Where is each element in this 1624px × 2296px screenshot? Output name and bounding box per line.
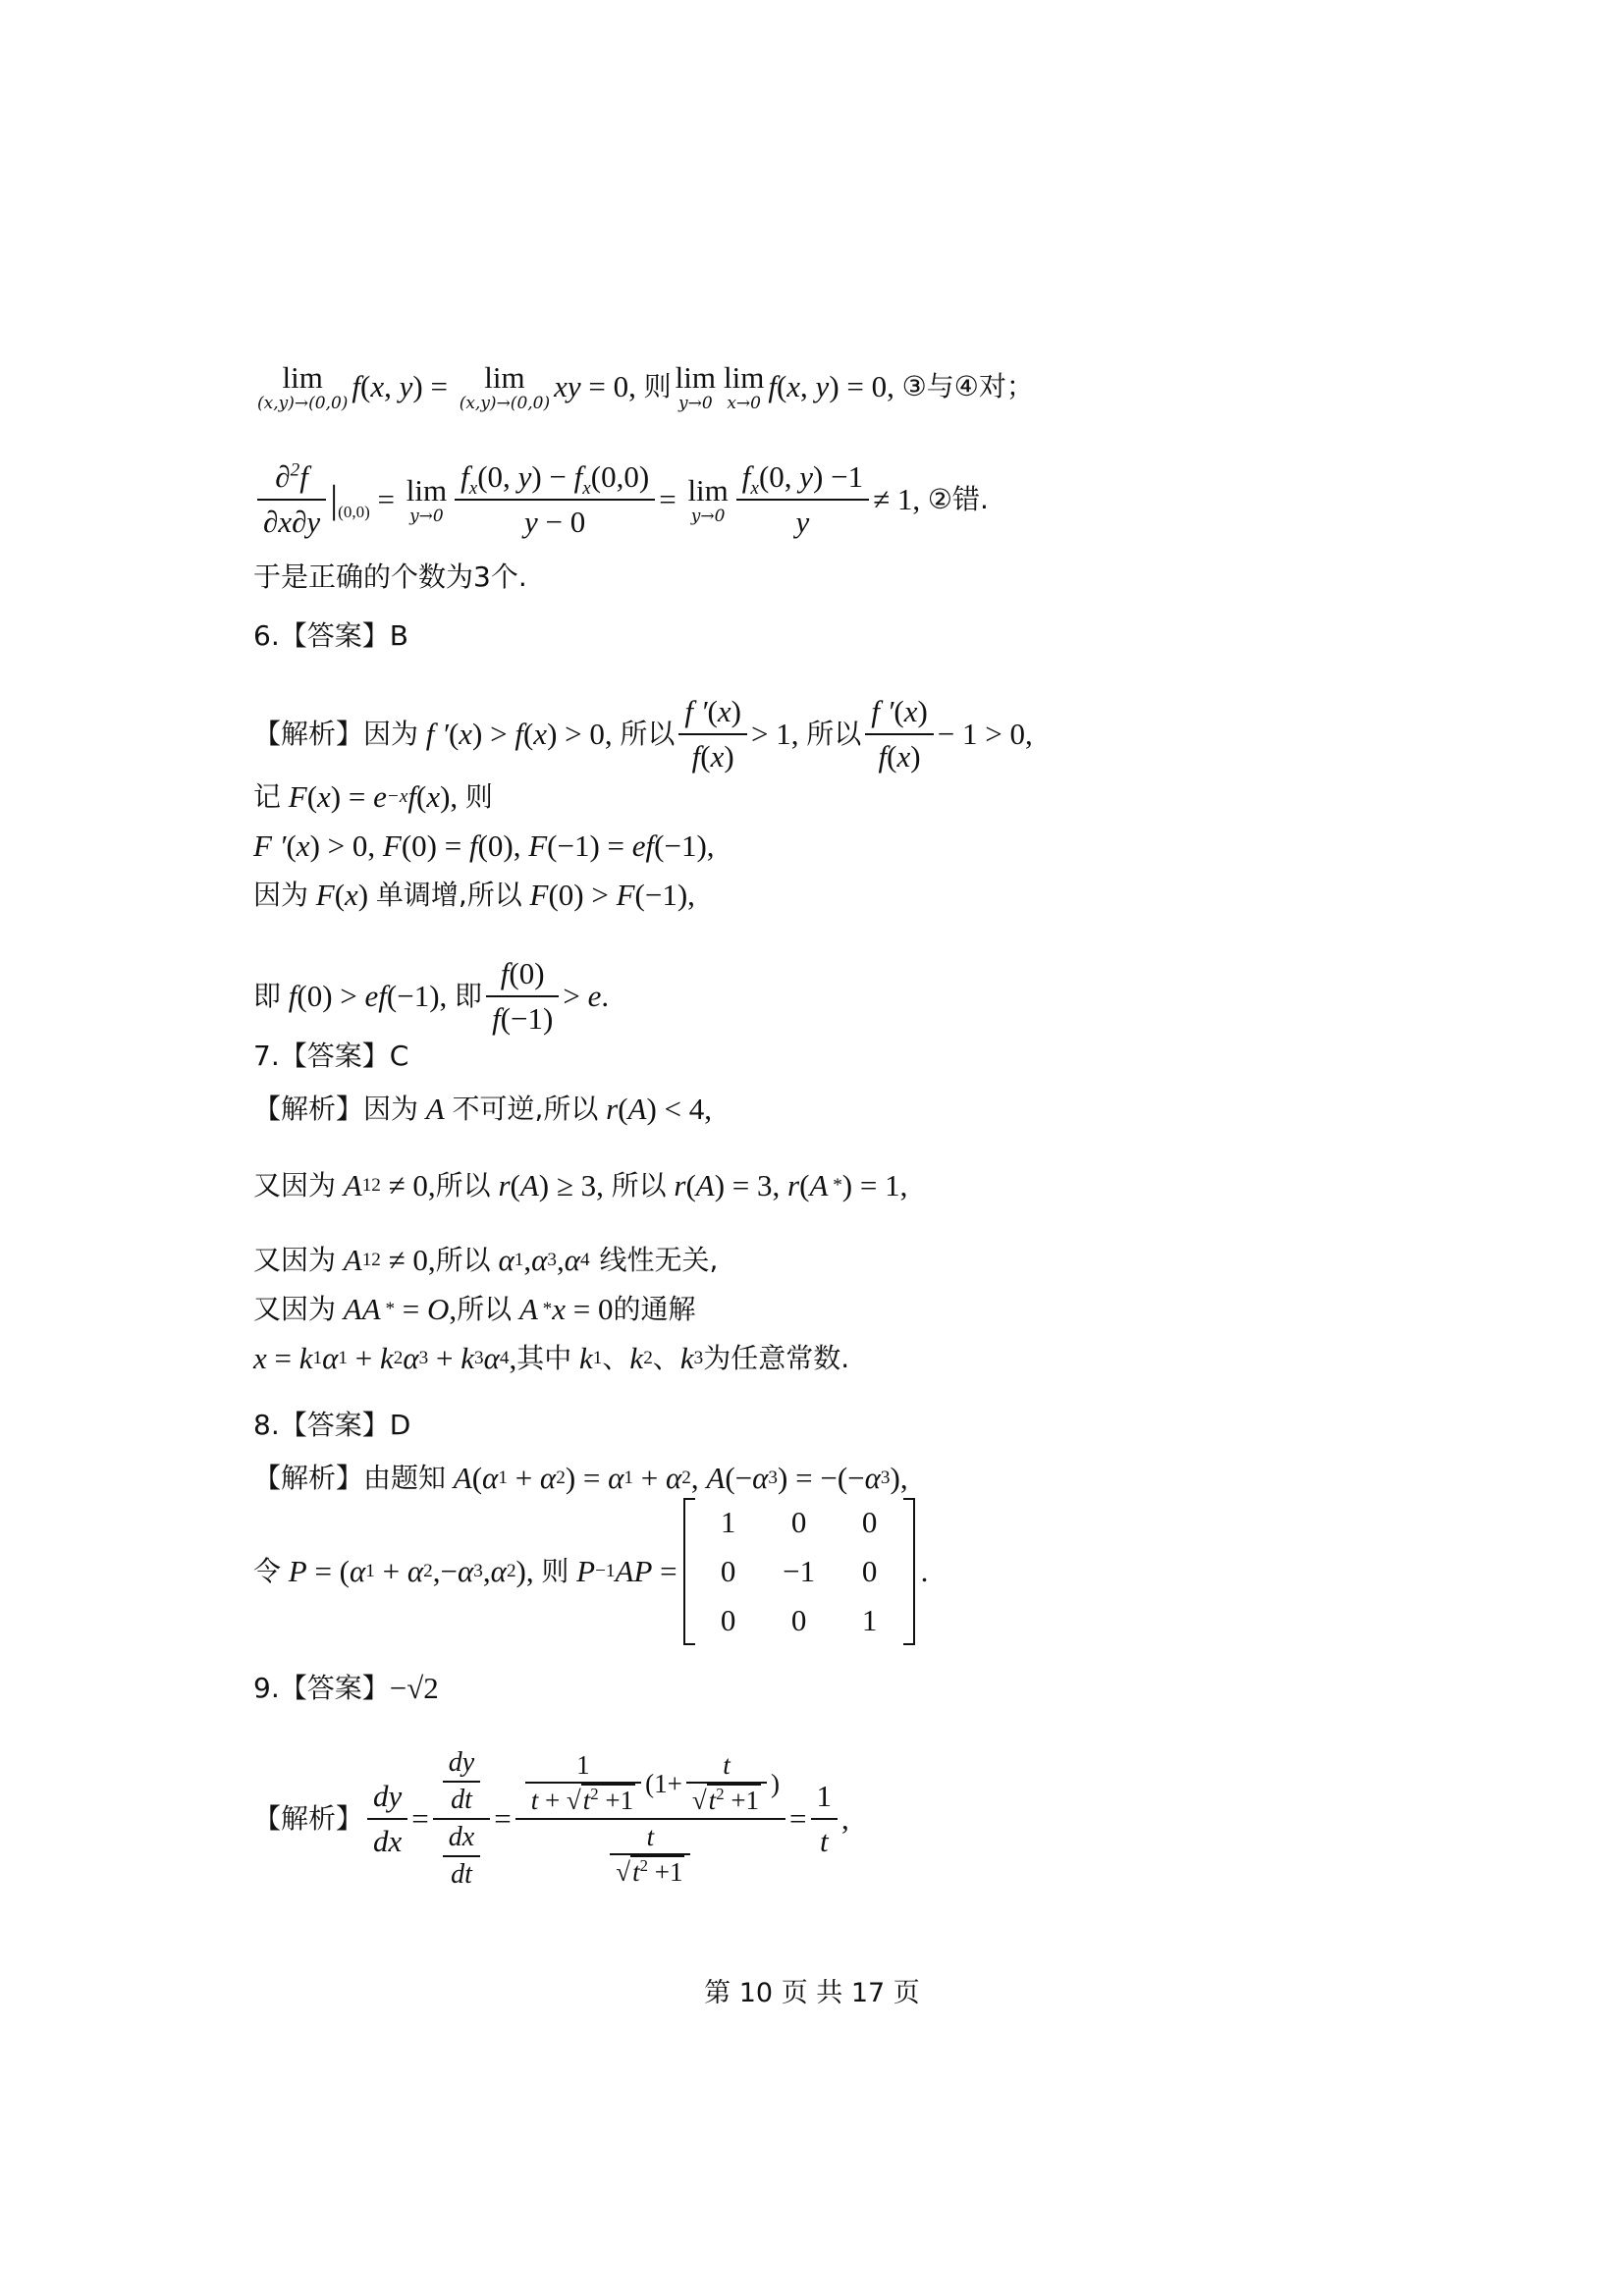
limit-operator: lim y→0	[406, 473, 448, 526]
text: 所以	[457, 1293, 513, 1325]
conclusion-text: 于是正确的个数为3个.	[253, 561, 527, 593]
matrix-cell: 0	[790, 1603, 807, 1637]
text: 所以	[435, 1169, 491, 1201]
formula-line-matrix: 令 P = ( α 1 + α 2 ,− α 3 , α 2 ), 则 P −1 AP = 1 0 0 0 −1 0 0 0 1 .	[253, 1498, 928, 1645]
limit-operator: lim (x,y)→(0,0)	[459, 360, 551, 413]
text: 即	[253, 980, 282, 1012]
text: 所以	[435, 1244, 491, 1276]
fraction: $\frac{\partial^2f}{\partial x\partial y}$	[257, 455, 326, 544]
answer-label: 9.【答案】	[253, 1672, 390, 1704]
matrix-cell: 0	[720, 1603, 736, 1637]
fraction: $\frac{f_x(0, y) -1}{y}$	[736, 455, 869, 544]
text: 线性无关,	[599, 1244, 719, 1276]
right-bracket	[903, 1498, 915, 1645]
answer-label: 7.【答案】C	[253, 1040, 409, 1072]
formula-line-mixed-partial: $\frac{\partial^2f}{\partial x\partial y}$ | (0,0) = lim y→0 $\frac{f_x(0, y) - f_x(0,0)}{y - 0}$ = lim y→0 $\frac{f_x(0, y) -1}{y}$ ≠ 1, ②错.	[253, 455, 989, 544]
fraction: $\frac{dy}{dx}$	[367, 1775, 407, 1863]
text: 又因为	[253, 1293, 337, 1325]
matrix-cell: 1	[720, 1505, 736, 1539]
analysis-label: 【解析】	[253, 1802, 364, 1835]
analysis-line: 【解析】 因为 A 不可逆,所以 r ( A ) < 4,	[253, 1090, 712, 1129]
statement-conclusion: ②错.	[927, 483, 989, 515]
matrix	[683, 1498, 915, 1645]
answer-heading-7	[253, 1037, 408, 1076]
text: 的通解	[613, 1293, 696, 1325]
text: 由题知	[363, 1462, 447, 1494]
analysis-line: 【解析】 由题知 A ( α 1 + α 2 ) = α 1 + α 2 , A (− α 3 ) = −(− α 3 ),	[253, 1459, 908, 1498]
matrix-cell: 0	[790, 1505, 807, 1539]
answer-label: 8.【答案】D	[253, 1409, 411, 1441]
fraction: $\frac{1}{t}$	[811, 1775, 839, 1863]
text: 又因为	[253, 1169, 337, 1201]
fraction: 1 t + √ $t^2 +1$ (1+ t √ $t^2 +1$ ) t √ $t^2 +1$	[515, 1748, 785, 1890]
matrix-cell: 0	[861, 1554, 878, 1588]
formula-line: x = k 1 α 1 + k 2 α 3 + k 3 α 4 , 其中 k 1 、 k 2 、 k 3 为任意常数.	[253, 1339, 849, 1378]
answer-heading-6	[253, 616, 408, 656]
text-line: 又因为 A 12 ≠ 0, 所以 α 1 , α 3 , α 4 线性无关,	[253, 1241, 718, 1280]
answer-heading-8	[253, 1406, 410, 1445]
left-bracket	[683, 1498, 695, 1645]
analysis-label: 【解析】	[253, 1462, 364, 1494]
statement-conclusion: ③与④对；	[901, 370, 1034, 402]
text: 令	[253, 1555, 282, 1587]
text: 则	[464, 780, 493, 813]
text: 所以	[620, 718, 676, 750]
text-line: 又因为 A 12 ≠ 0, 所以 r ( A ) ≥ 3, 所以 r ( A ) = 3, r ( A * ) = 1,	[253, 1166, 907, 1205]
text: 则	[541, 1555, 569, 1587]
matrix-cell: −1	[783, 1554, 816, 1588]
matrix-cell: 0	[861, 1505, 878, 1539]
text: 因为	[253, 879, 309, 911]
fraction: $\frac{f_x(0, y) - f_x(0,0)}{y - 0}$	[455, 455, 655, 544]
answer-value: −√2	[389, 1671, 439, 1705]
text: 其中	[516, 1342, 572, 1374]
text-line: 因为 F ( x ) 单调增,所以 F (0) > F (−1),	[253, 876, 695, 915]
page-footer: 第 10 页 共 17 页	[704, 1978, 920, 2008]
analysis-line-derivative: 【解析】 $\frac{dy}{dx}$ = $\frac{\frac{dy}{dt}}{\frac{dx}{dt}}$ = 1 t + √ $t^2 +1$ (1+ t √ $t^2 +1$ ) t √ $t^2 +1$ = $\frac{1}{t}$ ,	[253, 1735, 849, 1902]
limit-operator: lim y→0	[687, 473, 729, 526]
text: 因为	[363, 718, 419, 750]
matrix-cell: 0	[720, 1554, 736, 1588]
fraction: $\frac{f '(x)}{f(x)}$	[678, 690, 747, 778]
text: 不可逆,所以	[452, 1093, 599, 1125]
text: 所以	[611, 1169, 667, 1201]
limit-operator: lim x→0	[723, 360, 765, 413]
text: 记	[253, 780, 282, 813]
formula-line: 即 f (0) > ef (−1), 即 $\frac{f(0)}{f(-1)}$ > e .	[253, 952, 609, 1041]
text: 所以	[806, 718, 862, 750]
text: 单调增,所以	[375, 879, 522, 911]
fraction: $\frac{\frac{dy}{dt}}{\frac{dx}{dt}}$	[433, 1745, 490, 1893]
formula-line-limits: lim (x,y)→(0,0) f ( x , y ) = lim (x,y)→(0,0) xy = 0, 则 lim y→0 lim x→0 f ( x , y ) = 0, ③与④对；	[257, 360, 1034, 413]
answer-heading-9	[253, 1669, 439, 1708]
analysis-label: 【解析】	[253, 718, 364, 750]
fraction: $\frac{f '(x)}{f(x)}$	[865, 690, 934, 778]
analysis-label: 【解析】	[253, 1093, 364, 1125]
answer-label: 6.【答案】B	[253, 619, 408, 652]
text-line	[253, 558, 527, 597]
matrix-cell: 1	[861, 1603, 878, 1637]
text: 又因为	[253, 1244, 337, 1276]
limit-operator: lim (x,y)→(0,0)	[257, 360, 349, 413]
text-line: 记 F ( x ) = e −x f ( x ), 则	[253, 777, 493, 817]
text: 即	[455, 980, 483, 1012]
analysis-line: 【解析】 因为 f ′ ( x ) > f ( x ) > 0, 所以 $\frac{f '(x)}{f(x)}$ > 1, 所以 $\frac{f '(x)}{f(x)}$ − 1 > 0,	[253, 690, 1033, 778]
limit-operator: lim y→0	[675, 360, 716, 413]
text: 为任意常数.	[703, 1342, 850, 1374]
formula-line: F ′ ( x ) > 0, F (0) = f (0), F (−1) = ef (−1),	[253, 828, 715, 863]
fraction: $\frac{f(0)}{f(-1)}$	[486, 952, 559, 1041]
text-line: 又因为 AA * = O , 所以 A * x = 0 的通解	[253, 1290, 696, 1329]
text: 因为	[363, 1093, 419, 1125]
